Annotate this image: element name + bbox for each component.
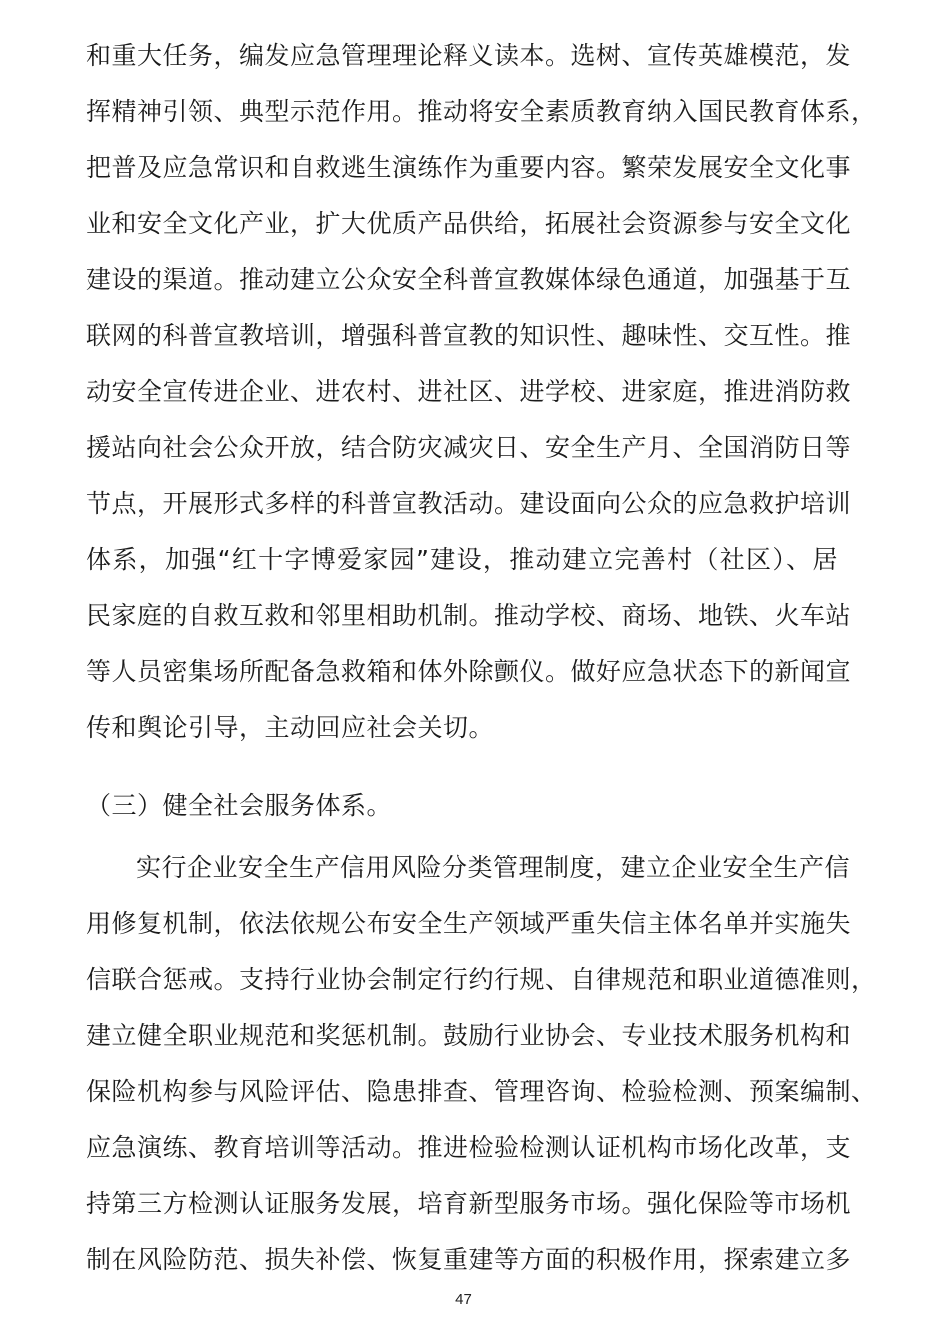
paragraph-1-line: 援站向社会公众开放，结合防灾减灾日、安全生产月、全国消防日等	[86, 433, 852, 462]
paragraph-1-line: 和重大任务，编发应急管理理论释义读本。选树、宣传英雄模范，发	[86, 41, 852, 70]
paragraph-1-line: 民家庭的自救互救和邻里相助机制。推动学校、商场、地铁、火车站	[86, 601, 852, 630]
paragraph-1-line: 体系，加强“红十字博爱家园”建设，推动建立完善村（社区）、居	[86, 545, 838, 574]
paragraph-1-line: 挥精神引领、典型示范作用。推动将安全素质教育纳入国民教育体系，	[86, 97, 877, 126]
paragraph-1-line: 业和安全文化产业，扩大优质产品供给，拓展社会资源参与安全文化	[86, 209, 852, 238]
paragraph-1-line: 动安全宣传进企业、进农村、进社区、进学校、进家庭，推进消防救	[86, 377, 852, 406]
paragraph-1-line: 节点，开展形式多样的科普宣教活动。建设面向公众的应急救护培训	[86, 489, 852, 518]
paragraph-2-line: 信联合惩戒。支持行业协会制定行约行规、自律规范和职业道德准则，	[86, 965, 877, 994]
paragraph-2-line: 应急演练、教育培训等活动。推进检验检测认证机构市场化改革，支	[86, 1133, 852, 1162]
paragraph-1-line: 建设的渠道。推动建立公众安全科普宣教媒体绿色通道，加强基于互	[86, 265, 852, 294]
paragraph-1-line: 把普及应急常识和自救逃生演练作为重要内容。繁荣发展安全文化事	[86, 153, 852, 182]
paragraph-2-line: 实行企业安全生产信用风险分类管理制度，建立企业安全生产信	[136, 853, 851, 882]
paragraph-2-line: 用修复机制，依法依规公布安全生产领域严重失信主体名单并实施失	[86, 909, 852, 938]
paragraph-1-line: 联网的科普宣教培训，增强科普宣教的知识性、趣味性、交互性。推	[86, 321, 852, 350]
section-heading: （三）健全社会服务体系。	[86, 791, 393, 820]
paragraph-2-line: 制在风险防范、损失补偿、恢复重建等方面的积极作用，探索建立多	[86, 1245, 852, 1274]
paragraph-2-line: 持第三方检测认证服务发展，培育新型服务市场。强化保险等市场机	[86, 1189, 852, 1218]
paragraph-2-line: 保险机构参与风险评估、隐患排查、管理咨询、检验检测、预案编制、	[86, 1077, 877, 1106]
paragraph-1-line: 传和舆论引导，主动回应社会关切。	[86, 713, 495, 742]
paragraph-1-line: 等人员密集场所配备急救箱和体外除颤仪。做好应急状态下的新闻宣	[86, 657, 852, 686]
page-number: 47	[455, 1291, 472, 1308]
paragraph-2-line: 建立健全职业规范和奖惩机制。鼓励行业协会、专业技术服务机构和	[86, 1021, 852, 1050]
